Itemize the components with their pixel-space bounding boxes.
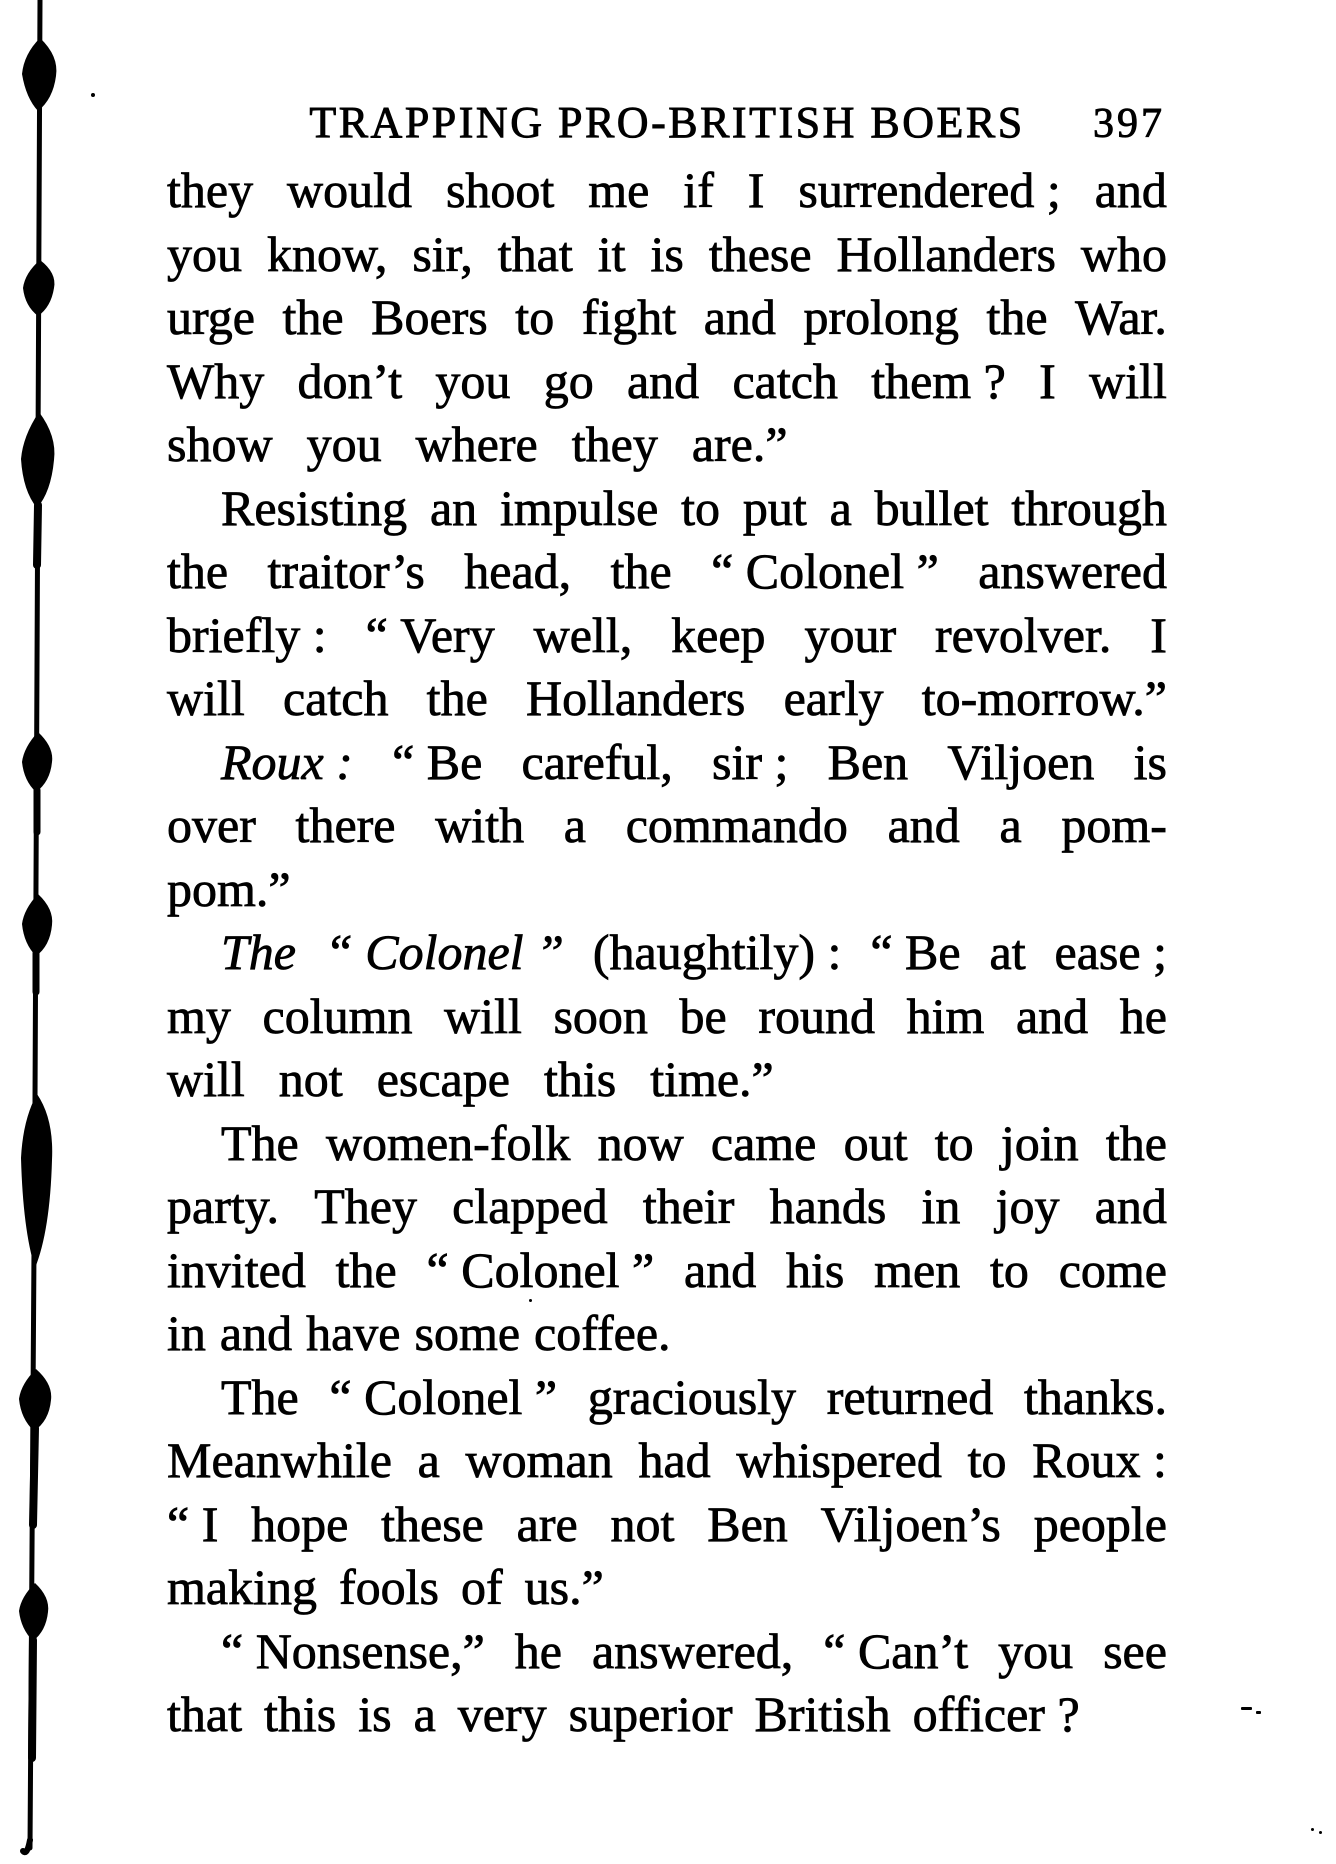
word: to (934, 1114, 974, 1171)
word: fight (581, 289, 677, 345)
scan-speck (1319, 1831, 1322, 1834)
word: be (679, 987, 727, 1044)
word: a (999, 797, 1022, 853)
word: careful, (521, 733, 673, 790)
word: a (563, 797, 586, 853)
word: keep (671, 606, 766, 663)
word: pom- (1061, 797, 1167, 853)
text-line (167, 669, 1167, 733)
text-line (167, 1177, 1167, 1241)
scan-speck (91, 93, 95, 97)
word: put (742, 479, 807, 536)
word: surrendered ; (798, 162, 1061, 218)
word: and (684, 1241, 757, 1298)
word: Ben (707, 1495, 788, 1552)
word: War. (1075, 289, 1167, 345)
text-line (167, 288, 1167, 352)
word: would (287, 162, 413, 218)
text-line (167, 796, 1167, 860)
word: who (1080, 225, 1167, 282)
text-line (167, 860, 1167, 924)
word: and (703, 289, 776, 345)
word: is (650, 225, 684, 282)
word: returned (826, 1368, 994, 1425)
word: some (414, 1305, 521, 1361)
word: to-morrow.” (921, 670, 1167, 726)
word: clapped (452, 1178, 608, 1234)
word: not (610, 1495, 675, 1552)
word: he (1119, 987, 1167, 1044)
word: not (278, 1051, 343, 1107)
word: I (747, 162, 765, 218)
word: are (516, 1495, 578, 1552)
word: and (1015, 987, 1089, 1044)
word: that (167, 1686, 242, 1742)
text-line (167, 1368, 1167, 1432)
word: the (610, 543, 672, 599)
text-line (167, 1431, 1167, 1495)
word: men (874, 1241, 961, 1298)
word: go (543, 352, 594, 409)
word: answered (978, 543, 1167, 599)
word: “ Be (392, 733, 483, 790)
word: if (683, 162, 714, 218)
text-line (167, 352, 1167, 416)
word: head, (464, 543, 572, 599)
word: this (543, 1051, 617, 1107)
word: is (358, 1686, 392, 1742)
word: now (597, 1114, 684, 1171)
word: at (989, 924, 1026, 980)
word: prolong (803, 289, 959, 345)
word: show (167, 416, 273, 472)
word: out (843, 1114, 908, 1171)
page-header (167, 97, 1167, 151)
word: British (754, 1686, 891, 1742)
word: Viljoen’s (820, 1495, 1001, 1552)
word: his (786, 1241, 845, 1298)
word: to (515, 289, 555, 345)
word: “ Very (365, 606, 495, 663)
word: see (1103, 1622, 1167, 1679)
word: round (758, 987, 875, 1044)
word: sir, (412, 225, 473, 282)
word: know, (266, 225, 388, 282)
word: Roux : (1032, 1432, 1167, 1488)
scan-speck (1311, 1828, 1314, 1831)
word: “ Colonel ” (711, 543, 939, 599)
text-line (167, 542, 1167, 606)
word: of (460, 1559, 503, 1615)
word: shoot (445, 162, 555, 218)
word: I (1150, 606, 1167, 663)
body-text (167, 161, 1167, 1749)
word: bullet (874, 479, 989, 536)
word: The (221, 1368, 299, 1425)
word: revolver. (935, 606, 1112, 663)
word: us.” (524, 1559, 604, 1615)
word: and (219, 1305, 293, 1361)
word: a (413, 1686, 436, 1742)
word: The (221, 924, 296, 980)
word: column (262, 987, 413, 1044)
word: will (1089, 352, 1167, 409)
word: to (990, 1241, 1029, 1298)
word: with (435, 797, 525, 853)
word: there (295, 797, 396, 853)
word: They (314, 1178, 417, 1234)
word: the (986, 289, 1048, 345)
word: me (588, 162, 650, 218)
text-line (167, 161, 1167, 225)
word: superior (568, 1686, 733, 1742)
word: answered, (591, 1622, 794, 1679)
word: “ Colonel ” (329, 1368, 558, 1425)
text-line (167, 479, 1167, 543)
word: you (167, 225, 242, 282)
word: Boers (371, 289, 488, 345)
word: Viljoen (947, 733, 1095, 790)
word: time.” (650, 1051, 774, 1107)
text-line (167, 1114, 1167, 1178)
word: impulse (500, 479, 659, 536)
word: graciously (587, 1368, 797, 1425)
word: the (282, 289, 344, 345)
text-line (167, 1558, 1167, 1622)
word: “ Be (870, 924, 961, 980)
word: well, (533, 606, 633, 663)
word: whispered (736, 1432, 942, 1488)
text-line (167, 733, 1167, 797)
word: where (415, 416, 538, 472)
page-number: 397 (1093, 101, 1165, 147)
word: and (1094, 162, 1167, 218)
word: people (1033, 1495, 1167, 1552)
word: that (497, 225, 573, 282)
word: The (221, 1114, 299, 1171)
text-line (167, 1241, 1167, 1305)
word: these (708, 225, 812, 282)
word: them ? (871, 352, 1006, 409)
word: invited (167, 1241, 306, 1298)
text-line (167, 1495, 1167, 1559)
word: ease ; (1054, 924, 1167, 980)
word: have (306, 1305, 401, 1361)
text-line (167, 1304, 1167, 1368)
word: early (783, 670, 884, 726)
word: will (167, 670, 245, 726)
word: women-folk (325, 1114, 571, 1171)
word: you (998, 1622, 1074, 1679)
word: I (1039, 352, 1056, 409)
text-line (167, 923, 1167, 987)
word: through (1011, 479, 1167, 536)
word: hands (769, 1178, 887, 1234)
word: and (1094, 1178, 1167, 1234)
word: fools (338, 1559, 439, 1615)
word: Ben (827, 733, 909, 790)
word: thanks. (1023, 1368, 1167, 1425)
binding-thread-artifact (0, 0, 70, 1864)
word: Why (167, 352, 265, 409)
word: he (514, 1622, 562, 1679)
word: they (571, 416, 658, 472)
text-line (167, 987, 1167, 1051)
word: their (642, 1178, 735, 1234)
word: you (306, 416, 382, 472)
text-line (167, 1685, 1167, 1749)
scan-speck (529, 1299, 532, 1302)
word: you (435, 352, 511, 409)
text-line (167, 1622, 1167, 1686)
word: traitor’s (267, 543, 425, 599)
word: (haughtily) : (592, 924, 842, 980)
word: a (417, 1432, 440, 1488)
word: come (1058, 1241, 1167, 1298)
word: making (167, 1559, 317, 1615)
scan-speck (1256, 1711, 1261, 1714)
word: the (426, 670, 488, 726)
word: had (638, 1432, 711, 1488)
text-line (167, 1050, 1167, 1114)
word: the (1105, 1114, 1167, 1171)
word: this (263, 1686, 337, 1742)
word: Roux : (221, 733, 353, 790)
word: don’t (297, 352, 403, 409)
word: “ Colonel ” (324, 924, 564, 980)
word: “ Colonel ” (426, 1241, 655, 1298)
scan-speck (1241, 1707, 1252, 1710)
text-line (167, 606, 1167, 670)
word: pom.” (167, 860, 291, 917)
word: your (804, 606, 897, 663)
word: joy (995, 1178, 1060, 1234)
word: the (335, 1241, 397, 1298)
word: commando (625, 797, 848, 853)
word: woman (465, 1432, 613, 1488)
word: “ I (167, 1495, 219, 1552)
word: is (1133, 733, 1167, 790)
word: join (1000, 1114, 1079, 1171)
word: party. (167, 1178, 279, 1234)
word: over (167, 797, 256, 853)
word: to (681, 479, 721, 536)
word: a (829, 479, 852, 536)
word: “ Nonsense,” (221, 1622, 485, 1679)
word: and (626, 352, 700, 409)
word: Hollanders (836, 225, 1056, 282)
word: “ Can’t (823, 1622, 969, 1679)
text-line (167, 225, 1167, 289)
word: will (167, 1051, 245, 1107)
word: are.” (691, 416, 788, 472)
word: Resisting (221, 479, 408, 536)
word: came (710, 1114, 817, 1171)
running-title: TRAPPING PRO-BRITISH BOERS (309, 98, 1025, 147)
word: in (921, 1178, 961, 1234)
word: Hollanders (525, 670, 746, 726)
word: catch (732, 352, 838, 409)
word: hope (251, 1495, 349, 1552)
word: to (967, 1432, 1007, 1488)
word: Meanwhile (167, 1432, 392, 1488)
word: coffee. (534, 1305, 671, 1361)
word: soon (553, 987, 648, 1044)
word: very (457, 1686, 547, 1742)
word: urge (167, 289, 255, 345)
word: in (167, 1305, 206, 1361)
word: these (381, 1495, 484, 1552)
word: and (887, 797, 960, 853)
text-line (167, 415, 1167, 479)
word: an (429, 479, 478, 536)
word: briefly : (167, 606, 327, 663)
word: catch (283, 670, 389, 726)
word: officer ? (912, 1686, 1080, 1742)
word: him (906, 987, 985, 1044)
word: will (444, 987, 522, 1044)
word: sir ; (712, 733, 789, 790)
word: they (167, 162, 254, 218)
word: escape (376, 1051, 510, 1107)
word: my (167, 987, 231, 1044)
word: the (167, 543, 229, 599)
word: it (597, 225, 626, 282)
